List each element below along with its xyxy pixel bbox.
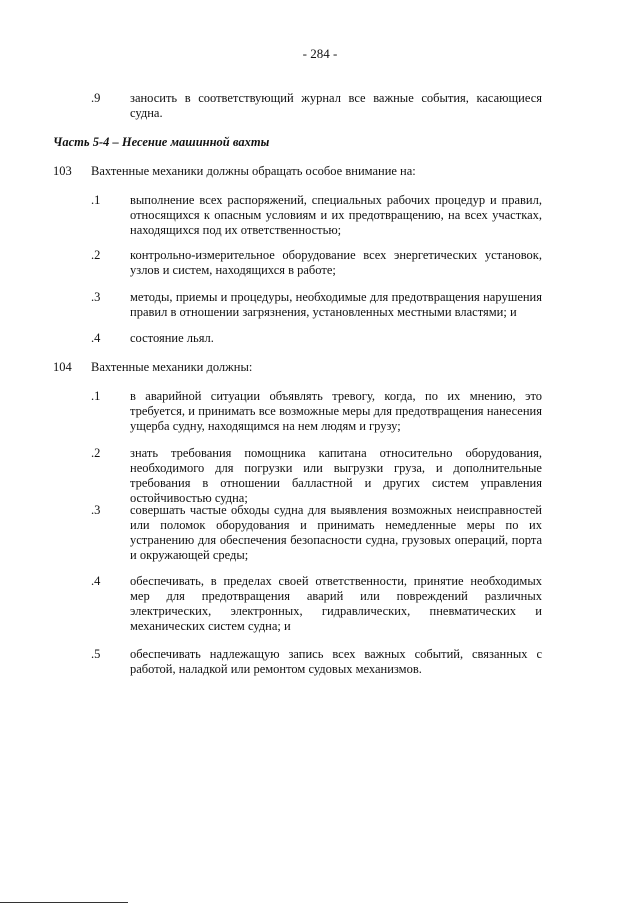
item-text: совершать частые обходы судна для выявления возможных неисправностей или поломок оборудования и принимать немедленные меры по их устранению для обеспечения безопасности судна, грузовых операций, порта и окружающей среды;	[130, 503, 542, 562]
item-text: состояние льял.	[130, 331, 214, 345]
item-number: .2	[91, 446, 101, 460]
section-title: Часть 5-4 – Несение машинной вахты	[53, 135, 270, 149]
item-text: выполнение всех распоряжений, специальных рабочих процедур и правил, относящихся к опасным условиям и их предотвращению, на всех участках, находящихся под их ответственностью;	[130, 193, 542, 237]
item-text: обеспечивать надлежащую запись всех важных событий, связанных с работой, наладкой или ремонтом судовых механизмов.	[130, 647, 542, 676]
item-number: .3	[91, 503, 101, 517]
paragraph-intro: Вахтенные механики должны:	[91, 360, 253, 374]
item-number: .4	[91, 574, 101, 588]
paragraph-number: 104	[53, 360, 72, 374]
item-number: .4	[91, 331, 101, 345]
item-number: .1	[91, 389, 101, 403]
item-text: контрольно-измерительное оборудование всех энергетических установок, узлов и систем, находящихся в работе;	[130, 248, 542, 277]
paragraph-intro: Вахтенные механики должны обращать особое внимание на:	[91, 164, 416, 178]
item-number: .9	[91, 91, 101, 105]
item-number: .3	[91, 290, 101, 304]
page-number: - 284 -	[302, 46, 338, 61]
item-text: обеспечивать, в пределах своей ответственности, принятие необходимых мер для предотвращения аварий или повреждений различных электрических, электронных, гидравлических, пневматических и механических систем судна; и	[130, 574, 542, 633]
item-number: .1	[91, 193, 101, 207]
item-text: знать требования помощника капитана относительно оборудования, необходимого для погрузки или выгрузки груза, и дополнительные требования в отношении балластной и других систем управления остойчивостью судна;	[130, 446, 542, 505]
item-number: .5	[91, 647, 101, 661]
footer-divider	[0, 902, 128, 903]
item-text: методы, приемы и процедуры, необходимые для предотвращения нарушения правил в отношении загрязнения, установленных местными властями; и	[130, 290, 542, 319]
item-number: .2	[91, 248, 101, 262]
item-text: заносить в соответствующий журнал все важные события, касающиеся судна.	[130, 91, 542, 120]
paragraph-number: 103	[53, 164, 72, 178]
item-text: в аварийной ситуации объявлять тревогу, когда, по их мнению, это требуется, и принимать все возможные меры для предотвращения нанесения ущерба судну, находящимся на нем людям и грузу;	[130, 389, 542, 433]
